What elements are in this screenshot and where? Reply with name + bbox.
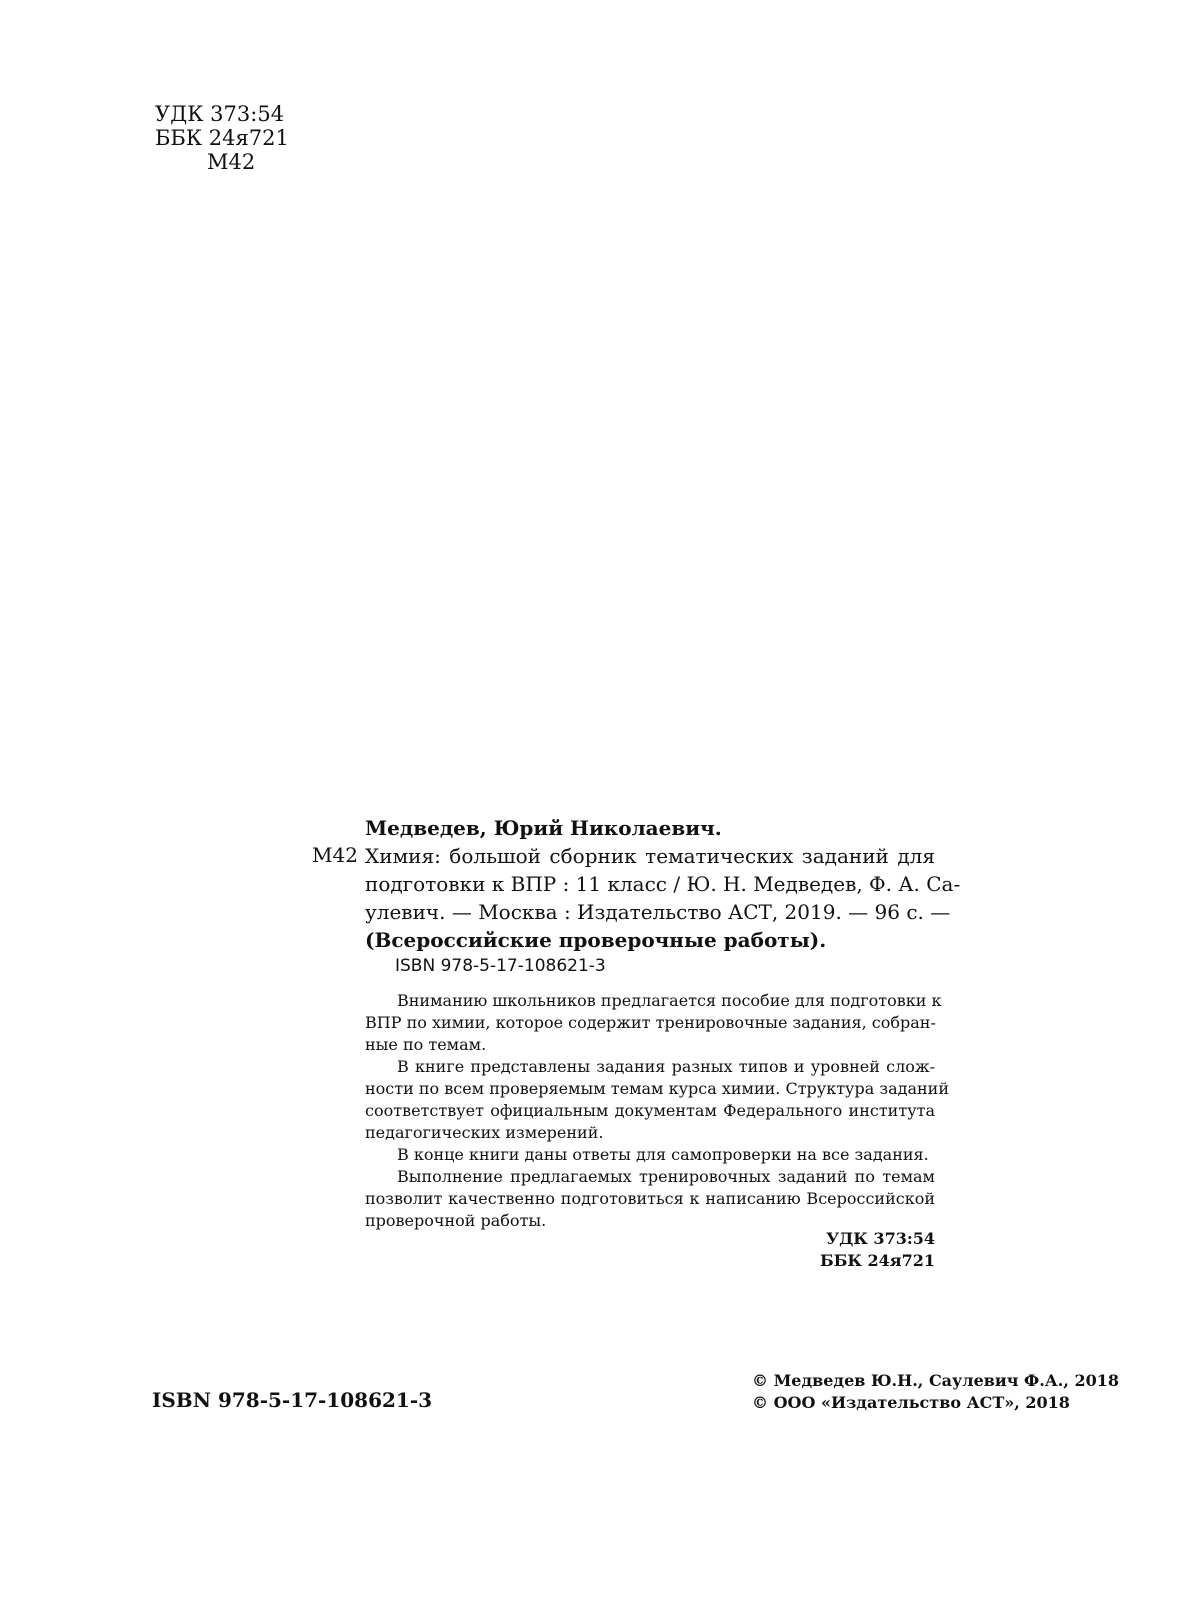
catalog-author-mark: М42 xyxy=(312,843,358,867)
abstract xyxy=(365,990,949,1232)
abstract-line: проверочной работы. xyxy=(365,1211,547,1230)
copyright-block xyxy=(752,1370,1119,1414)
description-line: Химия: большой сборник тематических заданий для xyxy=(365,844,935,868)
bibliographic-description xyxy=(365,842,961,954)
description-line: подготовки к ВПР : 11 класс / Ю. Н. Медведев, Ф. А. Са- xyxy=(365,872,961,896)
bbk-code: ББК 24я721 xyxy=(820,1251,935,1270)
footer-isbn: ISBN 978-5-17-108621-3 xyxy=(152,1388,433,1412)
abstract-line: ные по темам. xyxy=(365,1035,487,1054)
abstract-line: В книге представлены задания разных типов и уровней слож- xyxy=(397,1057,935,1076)
udk-code: УДК 373:54 xyxy=(826,1229,935,1248)
abstract-line: ВПР по химии, которое содержит тренировочные задания, собран- xyxy=(365,1013,936,1032)
description-line: улевич. — Москва : Издательство АСТ, 2019. — 96 с. — xyxy=(365,900,951,924)
abstract-line: В конце книги даны ответы для самопроверки на все задания. xyxy=(397,1145,929,1164)
abstract-line: соответствует официальным документам Федерального института xyxy=(365,1101,935,1120)
catalog-isbn: ISBN 978-5-17-108621-3 xyxy=(395,956,606,976)
abstract-line: Вниманию школьников предлагается пособие для подготовки к xyxy=(397,991,942,1010)
top-classification-codes xyxy=(155,102,289,174)
catalog-record xyxy=(365,814,961,954)
abstract-line: Выполнение предлагаемых тренировочных заданий по темам xyxy=(397,1167,935,1186)
copyright-authors: © Медведев Ю.Н., Саулевич Ф.А., 2018 xyxy=(752,1371,1120,1390)
abstract-line: педагогических измерений. xyxy=(365,1123,604,1142)
udk-code: УДК 373:54 xyxy=(155,102,285,126)
copyright-publisher: © ООО «Издательство АСТ», 2018 xyxy=(752,1393,1070,1412)
abstract-line: позволит качественно подготовиться к написанию Всероссийской xyxy=(365,1189,935,1208)
author-heading: Медведев, Юрий Николаевич. xyxy=(365,816,722,840)
bbk-code: ББК 24я721 xyxy=(155,126,289,150)
abstract-line: ности по всем проверяемым темам курса химии. Структура заданий xyxy=(365,1079,949,1098)
author-mark: М42 xyxy=(207,150,256,174)
bottom-classification-codes xyxy=(700,1228,935,1272)
series-line: (Всероссийские проверочные работы). xyxy=(365,928,827,952)
